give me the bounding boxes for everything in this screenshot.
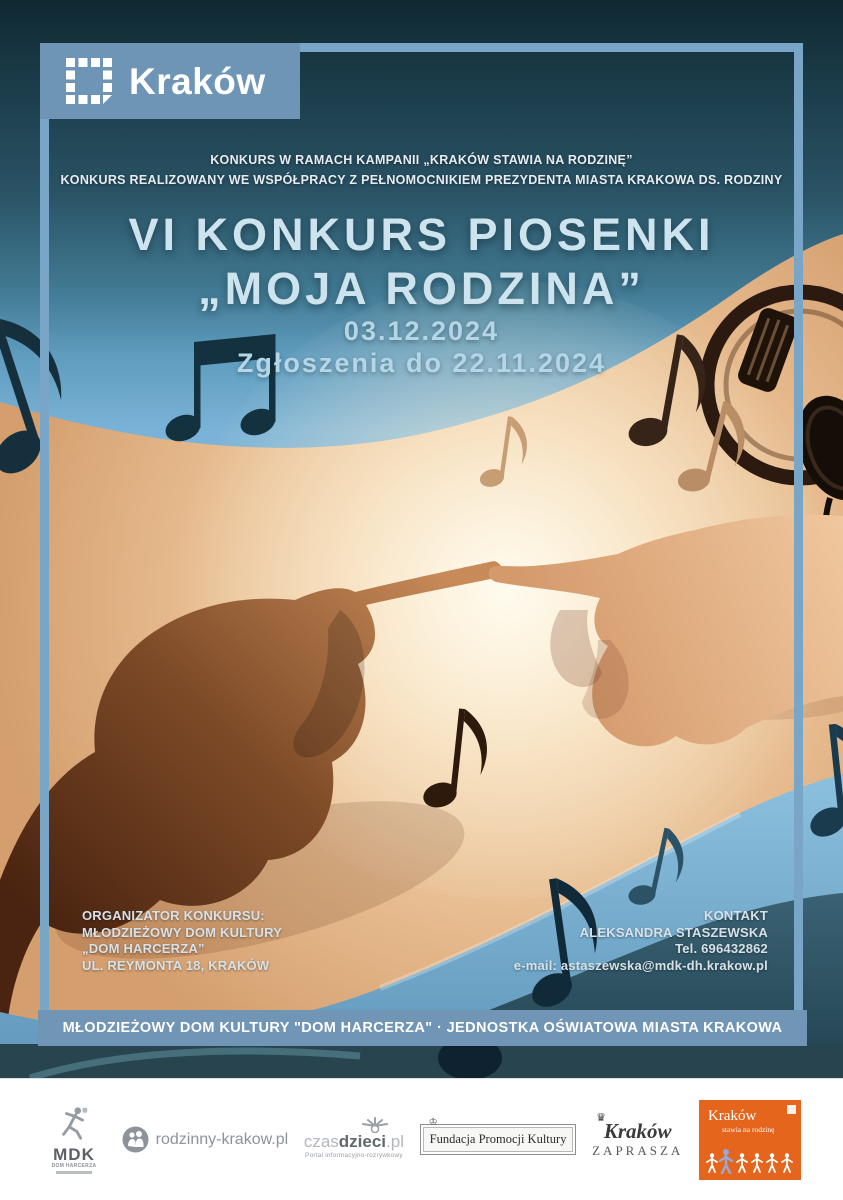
contact-name: ALEKSANDRA STASZEWSKA (579, 924, 768, 940)
mdk-logo-fineprint-bar (56, 1171, 92, 1174)
event-date: 03.12.2024 (343, 316, 500, 346)
campaign-line-1: KONKURS W RAMACH KAMPANII „KRAKÓW STAWIA NA RODZINĘ” (210, 153, 633, 167)
contact-phone: Tel. 696432862 (675, 941, 768, 956)
contact-heading: KONTAKT (704, 908, 768, 923)
krakow-brand-name: Kraków (129, 60, 266, 102)
campaign-line-2: KONKURS REALIZOWANY WE WSPÓŁPRACY Z PEŁNOMOCNIKIEM PREZYDENTA MIASTA KRAKOWA DS. RODZINY (60, 173, 783, 187)
contest-title-line1: VI KONKURS PIOSENKI (128, 209, 715, 260)
mdk-logo (42, 1106, 106, 1174)
rodzinny-krakow-text: rodzinny-krakow.pl (155, 1130, 289, 1148)
contest-title-line2: „MOJA RODZINA” (198, 263, 645, 314)
family-circle-icon (122, 1126, 149, 1153)
mdk-figure-icon (57, 1106, 91, 1140)
organizer-line-3: UL. REYMONTA 18, KRAKÓW (82, 957, 270, 973)
sun-icon (358, 1117, 392, 1133)
crown-icon: ♔ (428, 1117, 438, 1128)
crown-icon: ♛ (596, 1111, 606, 1124)
rodzinny-krakow-logo (122, 1126, 289, 1153)
zaprasza-line2: ZAPRASZA (592, 1142, 684, 1158)
organizer-line-1: MŁODZIEŻOWY DOM KULTURY (82, 924, 283, 940)
czasdzieci-logo (304, 1120, 404, 1159)
czasdzieci-part2: dzieci (338, 1132, 387, 1151)
krakow-stawia-na-rodzine-logo (699, 1100, 801, 1180)
stawia-line1: Kraków (707, 1107, 757, 1124)
organizer-block (82, 908, 282, 974)
family-figures-icon (704, 1148, 796, 1174)
czasdzieci-part1: czas (303, 1132, 339, 1151)
contact-email: e-mail: astaszewska@mdk-dh.krakow.pl (513, 957, 768, 973)
fundacja-text: Fundacja Promocji Kultury (429, 1132, 567, 1146)
registration-deadline: Zgłoszenia do 22.11.2024 (236, 348, 607, 378)
czasdzieci-part3: .pl (386, 1132, 404, 1151)
mdk-logo-name: MDK (53, 1144, 95, 1164)
krakow-brand-block (40, 43, 300, 119)
institution-banner (38, 1010, 807, 1046)
contact-block (514, 908, 768, 974)
czasdzieci-wordmark (304, 1133, 404, 1150)
campaign-header (55, 150, 788, 190)
organizer-line-2: „DOM HARCERZA” (82, 941, 205, 956)
krakow-zaprasza-logo (592, 1111, 684, 1159)
institution-banner-text: MŁODZIEŻOWY DOM KULTURY "DOM HARCERZA" · JEDNOSTKA OŚWIATOWA MIASTA KRAKOWA (62, 1020, 783, 1036)
fundacja-promocji-kultury-logo (420, 1117, 577, 1155)
zaprasza-line1: Kraków (603, 1118, 672, 1143)
qr-square-icon (787, 1105, 796, 1114)
organizer-heading: ORGANIZATOR KONKURSU: (82, 908, 265, 923)
stawia-line2: stawia na rodzinę (721, 1124, 775, 1134)
czasdzieci-tagline: Portal informacyjno-rozrywkowy (305, 1152, 403, 1159)
poster-frame-border (40, 43, 803, 1046)
krakow-logo-icon (66, 58, 112, 104)
mdk-logo-subtitle: DOM HARCERZA (51, 1162, 97, 1169)
footer-logo-strip (0, 1078, 843, 1200)
